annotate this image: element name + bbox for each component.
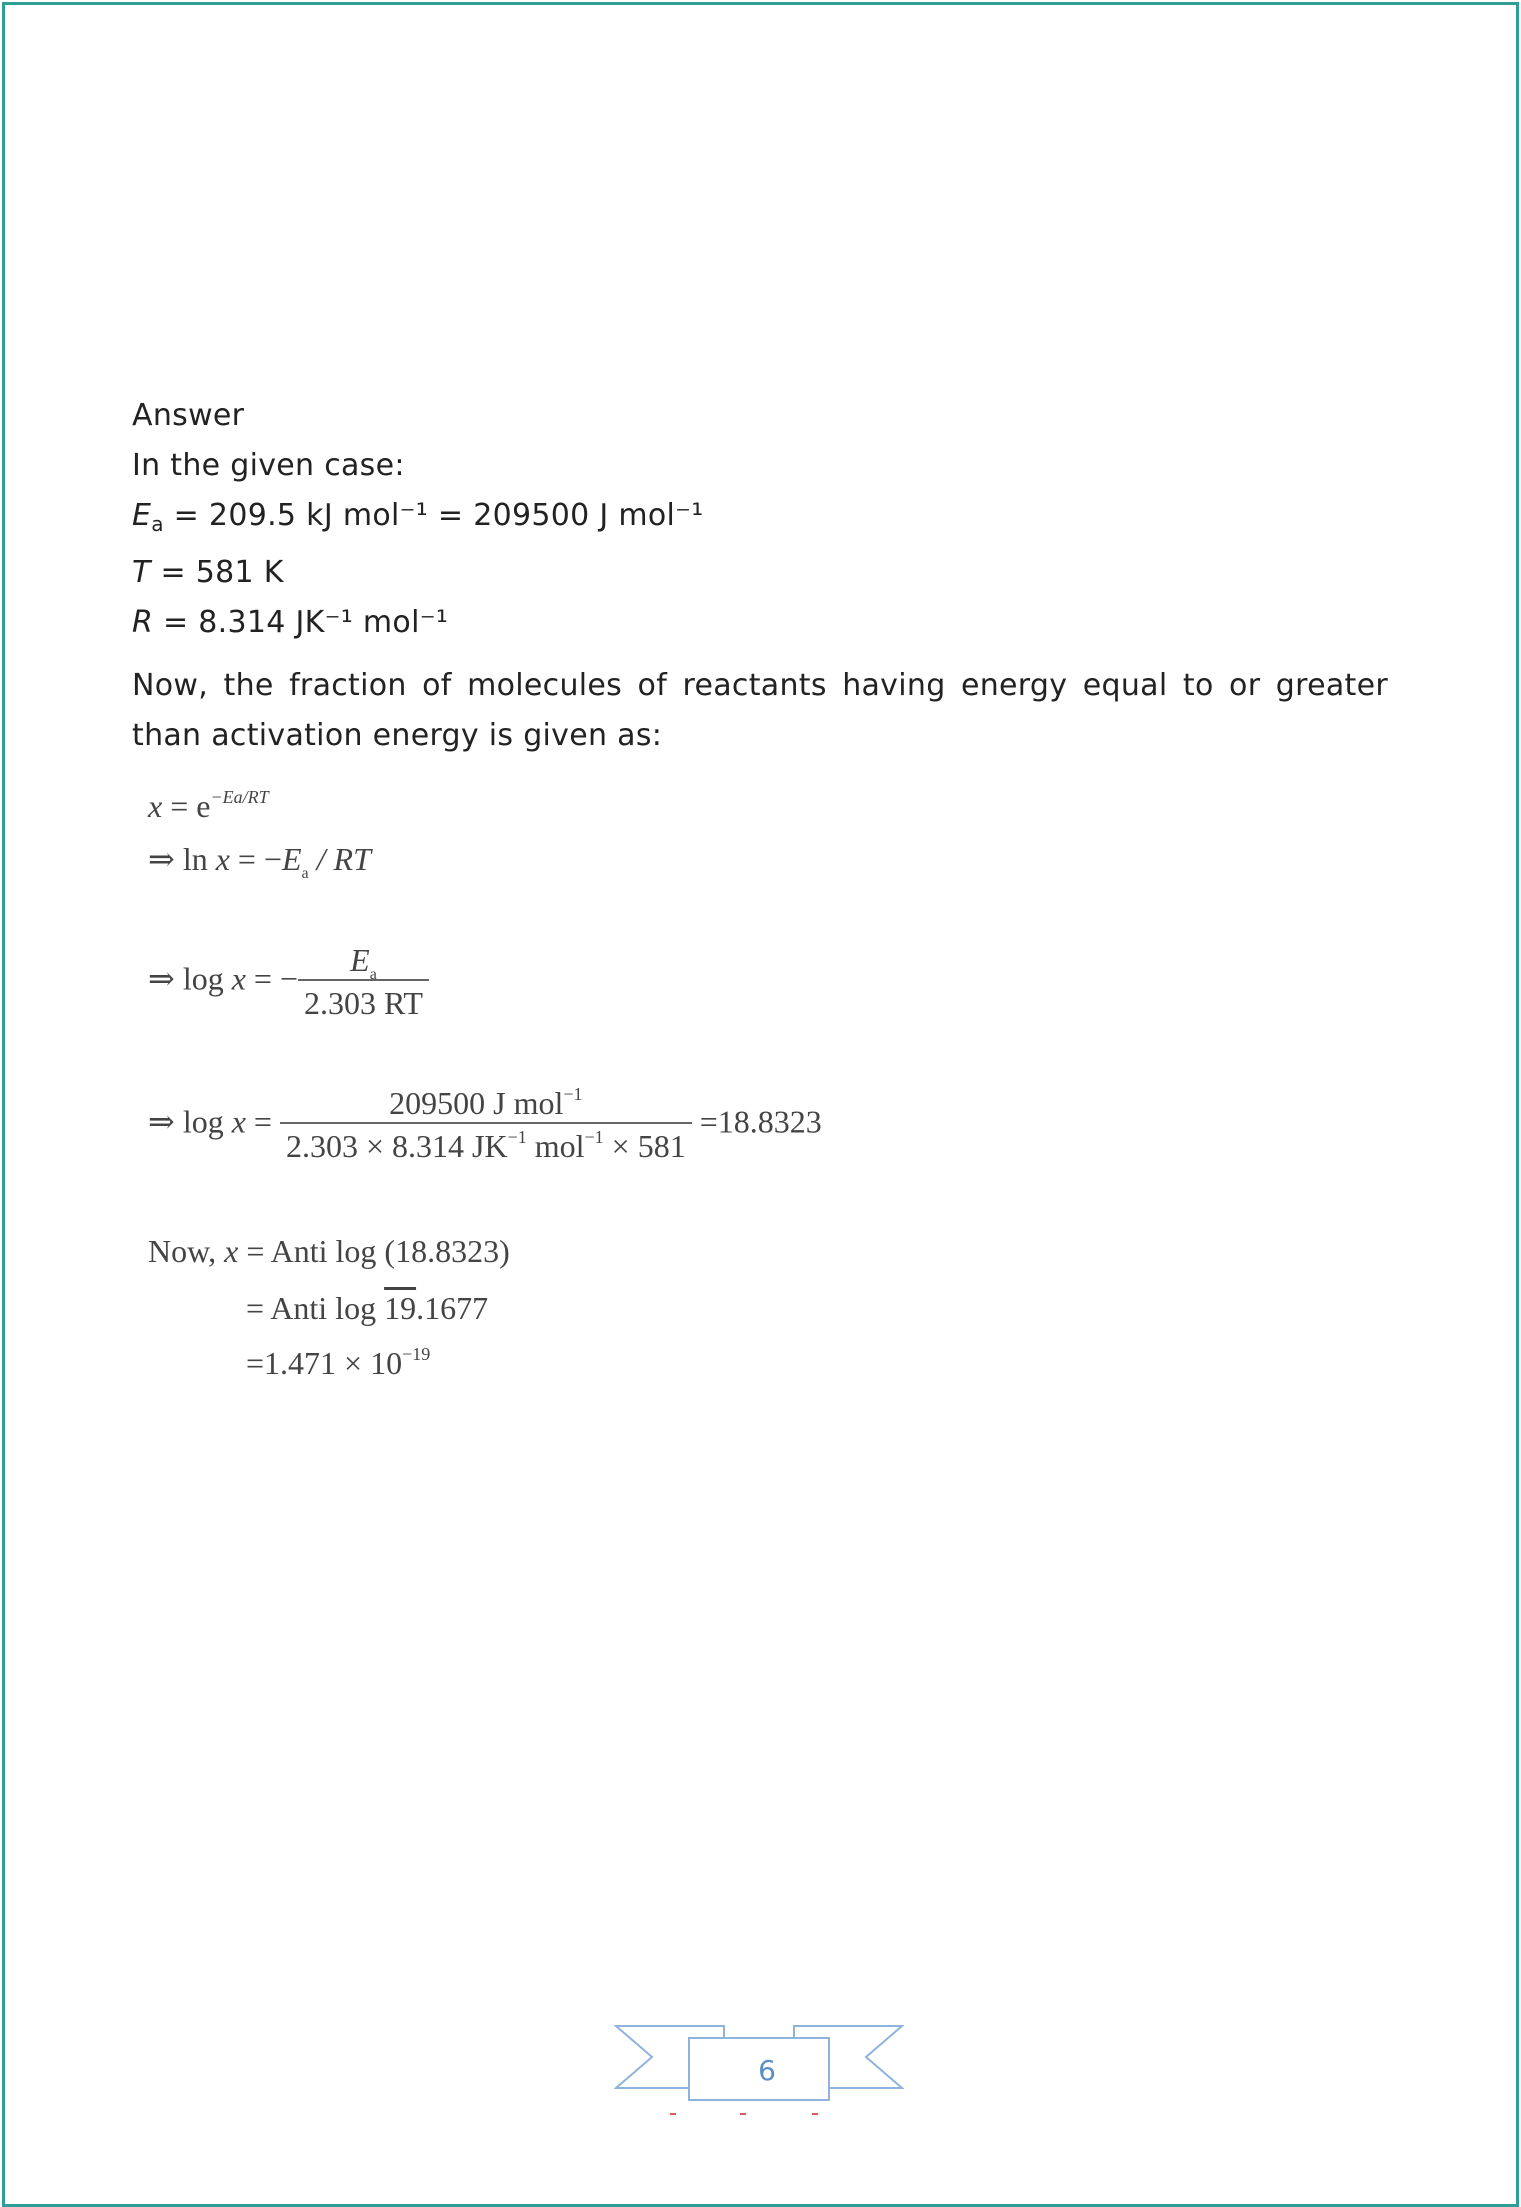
eq2-mid: = − [229,841,282,877]
eq4-den-c: × 581 [603,1128,686,1164]
eq2-x: x [215,841,230,877]
eq2-prefix: ⇒ ln [148,841,216,877]
eq7-sup: −19 [402,1344,431,1364]
eq4-prefix: ⇒ log [148,1103,232,1140]
eq3-denominator: 2.303 RT [298,979,429,1022]
eq2-rest: / RT [308,841,371,877]
equation-4 [148,1085,822,1165]
eq4-den-sup1: −1 [507,1127,527,1147]
eq3-fraction [298,942,429,1022]
eq1-mid: = e [162,788,211,824]
ea-symbol: E [132,498,152,533]
given-r [132,605,448,640]
equation-3 [148,942,429,1022]
t-value: = 581 K [150,555,284,590]
ea-subscript: a [151,512,164,536]
r-symbol: R [132,605,154,640]
eq7-a: =1.471 × 10 [246,1345,403,1381]
eq3-mid: = − [245,960,298,997]
eq5-prefix: Now, [148,1233,225,1269]
eq4-num-sup: −1 [563,1084,583,1104]
eq4-result: =18.8323 [691,1103,822,1140]
eq3-num-sub: a [369,966,377,983]
eq6-bar: 19 [384,1290,417,1326]
eq4-numerator: 209500 J mol [389,1085,564,1121]
given-t [132,555,284,590]
eq6-a: = Anti log [246,1290,385,1326]
eq4-x: x [231,1103,246,1140]
eq4-den-a: 2.303 × 8.314 JK [285,1128,508,1164]
page-number: 6 [758,2054,776,2087]
answer-label: Answer [132,398,245,433]
equation-2 [148,840,371,882]
equation-6 [246,1290,488,1327]
eq5-x: x [224,1233,239,1269]
equation-1 [148,788,269,825]
eq3-prefix: ⇒ log [148,960,232,997]
equation-5 [148,1233,510,1270]
ea-value: = 209.5 kJ mol⁻¹ = 209500 J mol⁻¹ [163,498,704,533]
equation-7 [246,1345,430,1382]
eq1-x: x [148,788,163,824]
r-value: = 8.314 JK⁻¹ mol⁻¹ [153,605,449,640]
explanation-paragraph: Now, the fraction of molecules of reactants having energy equal to or greater than activation energy is given as: [132,668,1388,753]
eq2-e: E [282,841,302,877]
given-intro: In the given case: [132,448,405,483]
eq5-rest: = Anti log (18.8323) [238,1233,510,1269]
given-ea [132,498,704,536]
eq3-num-e: E [350,942,370,978]
eq4-den-sup2: −1 [584,1127,604,1147]
eq4-den-b: mol [526,1128,585,1164]
eq4-mid: = [245,1103,280,1140]
eq6-b: .1677 [416,1290,489,1326]
eq2-sub: a [301,865,309,882]
eq3-x: x [231,960,246,997]
t-symbol: T [132,555,151,590]
eq4-fraction [280,1085,692,1165]
eq1-exponent: −Ea/RT [210,787,269,807]
